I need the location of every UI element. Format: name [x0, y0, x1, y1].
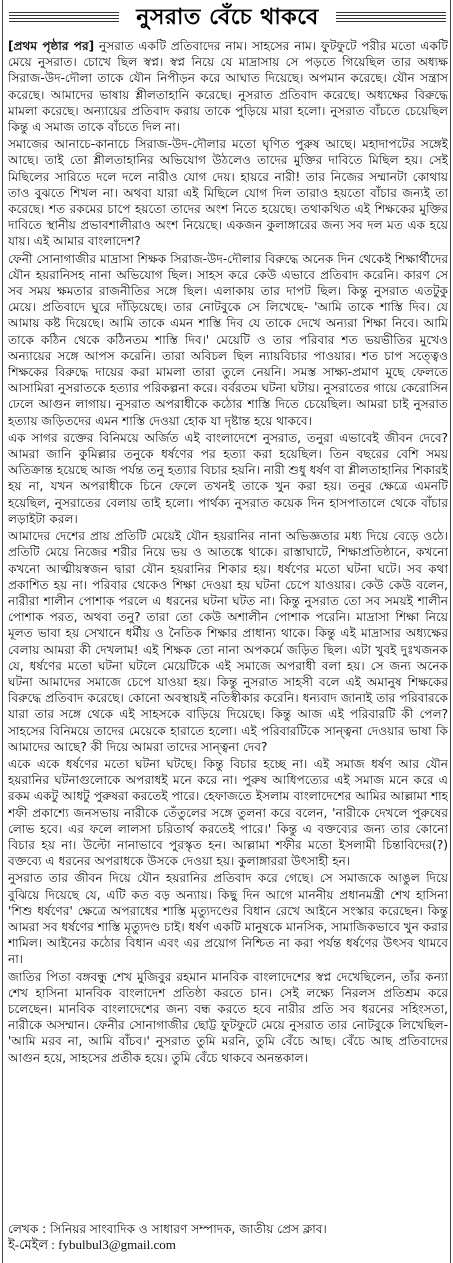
decorative-rule-right [336, 12, 446, 22]
email-line: ই-মেইল : fybulbul3@gmail.com [8, 1237, 176, 1252]
continued-tag: [প্রথম পৃষ্ঠার পর] [8, 39, 95, 53]
paragraph: একে একে ধর্ষণের মতো ঘটনা ঘটছে। কিন্তু বিচার হচ্ছে না। এই সমাজ ধর্ষণ আর যৌন হয়রানির ঘটনাগুলোকে অপরাধই মনে করে না। পুরুষ আধিপত্যের এই সমাজ মনে করে এ রকম একটু আধটু পুরুষরা করতেই পারে। হেফাজতে ইসলাম বাংলাদেশের আমির আল্লামা শাহ শফী প্রকাশ্যে জনসভায় নারীকে তেঁতুলের সঙ্গে তুলনা করে বলেন, 'নারীকে দেখলে পুরুষের লোভ হবে। এর ফলে লালসা চরিতার্থ করতেই পারে।' কিন্তু এ বক্তব্যের জন্য তার কোনো বিচার হয় না। উল্টো নানাভাবে পুরস্কৃত হন। আল্লামা শফীর মতো ইসলামী চিন্তাবিদের(?) বক্তব্যে এ ধরনের অপরাধকে উসকে দেওয়া হয়। কুলাঙ্গাররা উৎসাহী হন। [8, 756, 448, 869]
decorative-rule-left [9, 12, 119, 22]
headline-bar [3, 0, 452, 36]
author-line: লেখক : সিনিয়র সাংবাদিক ও সাধারণ সম্পাদক, জাতীয় প্রেস ক্লাব। [8, 1222, 327, 1236]
paragraph: জাতির পিতা বঙ্গবন্ধু শেখ মুজিবুর রহমান মানবিক বাংলাদেশের স্বপ্ন দেখেছিলেন, তাঁর কন্যা শেখ হাসিনা মানবিক বাংলাদেশ প্রতিষ্ঠা করতে চান। সেই লক্ষ্যে নিরলস প্রতিশ্রম করে চলেছেন। মানবিক বাংলাদেশের জন্য বন্ধ করতে হবে নারীর প্রতি সব ধরনের সহিংসতা, নারীকে অসম্মান। ফেনীর সোনাগাজীর ছোট্ট ফুটফুটে মেয়ে নুসরাত তার নোটবুকে লিখেছিল- 'আমি মরব না, আমি বাঁচব।' নুসরাত তুমি মরনি, তুমি বেঁচে আছ। বেঁচে আছ প্রতিবাদের আগুন হয়ে, সাহসের প্রতীক হয়ে। তুমি বেঁচে থাকবে অনন্তকাল। [8, 969, 448, 1065]
paragraph: আমাদের দেশের প্রায় প্রতিটি মেয়েই যৌন হয়রানির নানা অভিজ্ঞতার মধ্য দিয়ে বেড়ে ওঠে। প্রতিটি মেয়ে নিজের শরীর নিয়ে ভয় ও আতঙ্কে থাকে। রাস্তাঘাটে, শিক্ষাপ্রতিষ্ঠানে, কখনো কখনো আত্মীয়স্বজন দ্বারা যৌন হয়রানির শিকার হয়। ধর্ষণের মতো ঘটনা ঘটে। সব কথা প্রকাশিত হয় না। পরিবার থেকেও শিক্ষা দেওয়া হয় ঘটনা চেপে যাওয়ার। কেউ কেউ বলেন, নারীরা শালীন পোশাক পরলে এ ধরনের ঘটনা ঘটত না। কিন্তু নুসরাত তো সব সময়ই শালীন পোশাক পরত, অথবা তনু? তারা তো কেউ অশালীন পোশাক পরেনি। মাদ্রাসা শিক্ষা নিয়ে মূলত ভাবা হয় সেখানে ধর্মীয় ও নৈতিক শিক্ষার প্রাধান্য থাকে। কিন্তু এই মাদ্রাসার অধ্যক্ষের বেলায় আমরা কী দেখলাম! এই শিক্ষক তো নানা অপকর্মে জড়িত ছিল। এটা খুবই দুঃখজনক যে, ধর্ষণের মতো ঘটনা ঘটলে মেয়েটিকে এই সমাজে অপরাধী বলা হয়। সে জন্য অনেক ঘটনা আমাদের সমাজে চেপে যাওয়া হয়। কিন্তু নুসরাত সাহসী বলে এই অমানুষ শিক্ষকের বিরুদ্ধে প্রতিবাদ করেছে। কোনো অবস্থায়ই নতিস্বীকার করেনি। ধন্যবাদ জানাই তার পরিবারকে যারা তার সঙ্গে থেকে এই সাহসকে বাড়িয়ে দিয়েছে। কিন্তু আজ এই পরিবারটি কী পেল? সাহসের বিনিময়ে তাদের মেয়েকে হারাতে হলো। এই পরিবারটিকে সান্ত্বনা দেওয়ার ভাষা কি আমাদের আছে? কী দিয়ে আমরা তাদের সান্ত্বনা দেব? [8, 529, 448, 754]
paragraph: ফেনী সোনাগাজীর মাদ্রাসা শিক্ষক সিরাজ-উদ-দৌলার বিরুদ্ধে অনেক দিন থেকেই শিক্ষার্থীদের যৌন হয়রানিসহ নানা অভিযোগ ছিল। সাহস করে কেউ এভাবে প্রতিবাদ করেনি। কারণ সে সব সময় ক্ষমতার রাজনীতির সঙ্গে ছিল। এলাকায় তার দাপট ছিল। কিন্তু নুসরাত এতটুকু মেয়ে। প্রতিবাদে ঘুরে দাঁড়িয়েছে। তার নোটবুকে সে লিখেছে- 'আমি তাকে শাস্তি দিব। যে আমায় কষ্ট দিয়েছে। আমি তাকে এমন শাস্তি দিব যে তাকে দেখে অন্যরা শিক্ষা নিবে। আমি তাকে কঠিন থেকে কঠিনতম শাস্তি দিব।' মেয়েটি ও তার পরিবার শত ভয়ভীতির মুখেও অন্যায়ের সঙ্গে আপস করেনি। তারা অবিচল ছিল ন্যায়বিচার পাওয়ার। শত চাপ সত্ত্বেও শিক্ষকের বিরুদ্ধে দায়ের করা মামলা তারা তুলে নেয়নি। সমস্ত সাক্ষ্য-প্রমাণ মুছে ফেলতে আসামিরা নুসরাতকে হত্যার পরিকল্পনা করে। বর্বরতম ঘটনা ঘটায়। নুসরাতের গায়ে কেরোসিন ঢেলে আগুন লাগায়। নুসরাত অপরাধীকে কঠোর শাস্তি দিতে চেয়েছিল। আমরা চাই নুসরাত হত্যায় জড়িতদের এমন শাস্তি দেওয়া হোক যা দৃষ্টান্ত হয়ে থাকবে। [8, 251, 448, 428]
paragraph-text: নুসরাত একটি প্রতিবাদের নাম। সাহসের নাম। ফুটফুটে পরীর মতো একটি মেয়ে নুসরাত। চোখে ছিল স্বপ্ন। স্বপ্ন নিয়ে যে মাদ্রাসায় সে পড়তে গিয়েছিল তার অধ্যক্ষ সিরাজ-উদ-দৌলা তাকে যৌন নিপীড়ন করে আঘাত দিয়েছে। অপমান করেছে। যৌন সন্ত্রাস করেছে। আমাদের ভাষায় শ্লীলতাহানি করেছে। নুসরাত প্রতিবাদ করেছে। অধ্যক্ষের বিরুদ্ধে মামলা করেছে। অন্যায়ের প্রতিবাদ করায় তাকে পুড়িয়ে মারা হলো। নুসরাত বাঁচতে চেয়েছিল কিন্তু এ সমাজ তাকে বাঁচতে দিল না। [8, 39, 448, 135]
paragraph: নুসরাত তার জীবন দিয়ে যৌন হয়রানির প্রতিবাদ করে গেছে। সে সমাজকে আঙুল দিয়ে বুঝিয়ে দিয়েছে যে, এটি কত বড় অন্যায়। কিছু দিন আগে মাননীয় প্রধানমন্ত্রী শেখ হাসিনা 'শিশু ধর্ষণের' ক্ষেত্রে অপরাধের শাস্তি মৃত্যুদণ্ডের বিধান রেখে আইনে সংস্কার করেছেন। কিন্তু আমরা সব ধর্ষণের শাস্তি মৃত্যুদণ্ড চাই। ধর্ষণ একটি মানুষকে মানসিক, সামাজিকভাবে খুন করার শামিল। আইনের কঠোর বিধান এবং এর প্রয়োগ নিশ্চিত না করা পর্যন্ত ধর্ষণের উৎসব থামবে না। [8, 871, 448, 967]
paragraph: সমাজের আনাচে-কানাচে সিরাজ-উদ-দৌলার মতো ঘৃণিত পুরুষ আছে। মহাদাপটের সঙ্গেই আছে। তাই তো শ্লীলতাহানির অভিযোগ উঠলেও তাদের মুক্তির দাবিতে মিছিল হয়। সেই মিছিলের সারিতে দলে দলে নারীও যোগ দেয়। হায়রে নারী! তার নিজের সম্মানটা কোথায় তাও বুঝতে শিখল না। অথবা যারা এই মিছিলে যোগ দিল তারাও হয়তো বাঁচার জন্যই তা করেছে। শত রকমের চাপে হয়তো তাদের অংশ নিতে হয়েছে। তথাকথিত এই শিক্ষকের মুক্তির দাবিতে স্থানীয় প্রভাবশালীরাও অংশ নিয়েছে। একজন কুলাঙ্গারের জন্য সব দল মত এক হয়ে যায়। এই আমার বাংলাদেশ? [8, 137, 448, 249]
headline: নুসরাত বেঁচে থাকবে [128, 0, 326, 37]
paragraph [8, 38, 448, 135]
byline [8, 1221, 448, 1253]
paragraph: এক সাগর রক্তের বিনিময়ে অর্জিত এই বাংলাদেশে নুসরাত, তনুরা এভাবেই জীবন দেবে? আমরা জানি কুমিল্লার তনুকে ধর্ষণের পর হত্যা করা হয়েছিল। তিন বছরের বেশি সময় অতিক্রান্ত হয়েছে আজ পর্যন্ত তনু হত্যার বিচার হয়নি। নারী শুধু ধর্ষণ বা শ্লীলতাহানির শিকারই হয় না, যখন অপরাধীকে চিনে ফেলে তখনই তাকে খুন করা হয়। তনুর ক্ষেত্রে এমনটি হয়েছিল, নুসরাতের বেলায় তাই হলো। পার্থক্য নুসরাত কয়েক দিন হাসপাতালে থেকে বাঁচার লড়াইটা করল। [8, 430, 448, 526]
newspaper-column [2, 0, 451, 1263]
article-body [8, 38, 448, 1220]
